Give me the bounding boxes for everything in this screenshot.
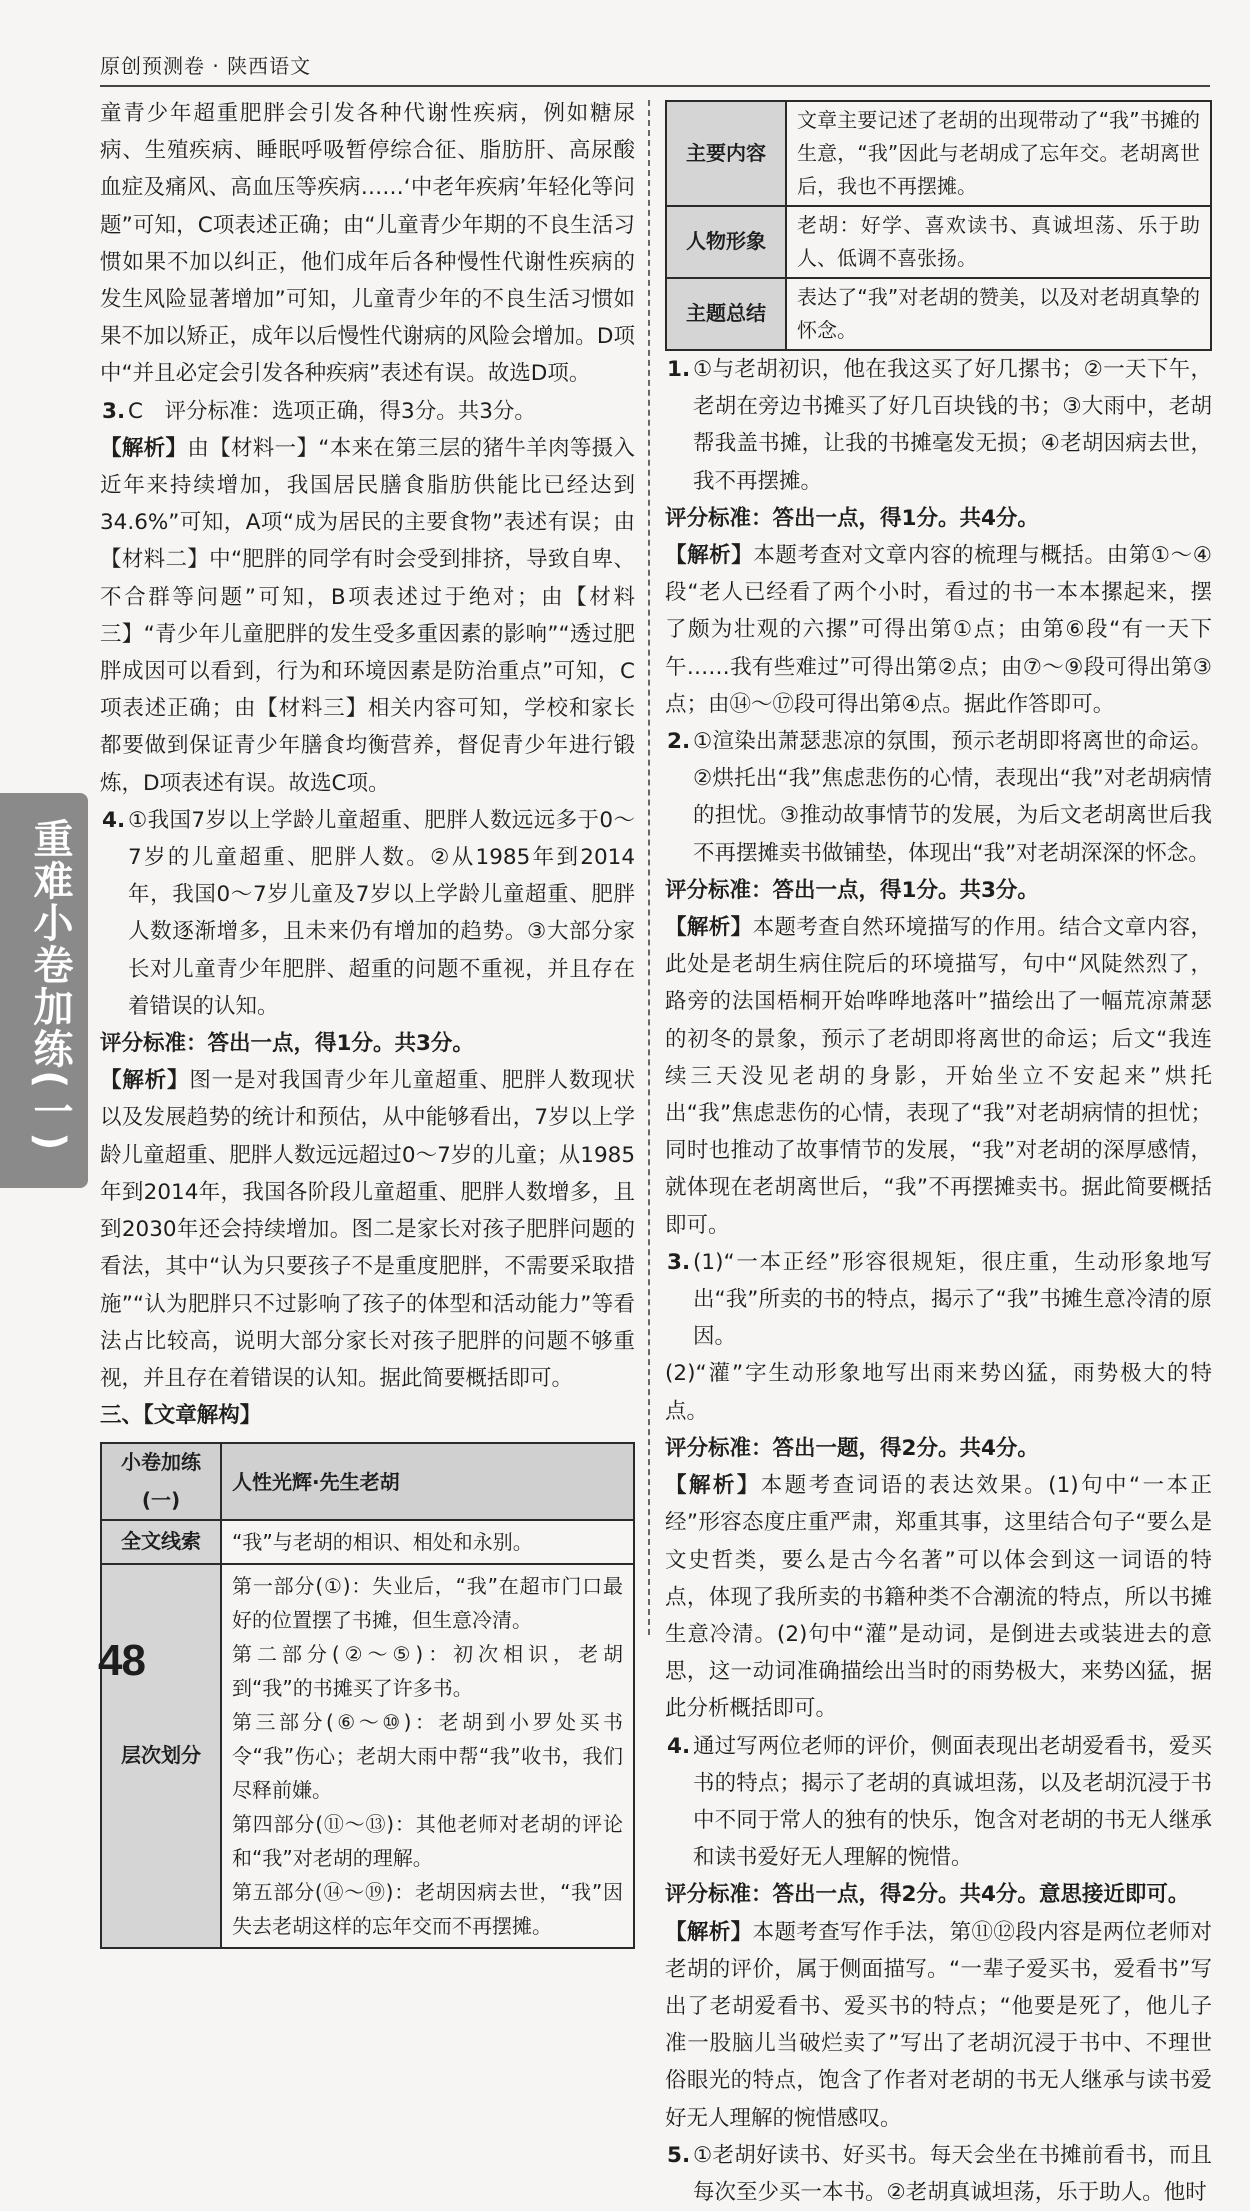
header-rule [100, 85, 1210, 87]
analysis-q1 [665, 537, 1212, 723]
header-title: 原创预测卷 · 陕西语文 [100, 54, 312, 78]
question-number: 3. [102, 398, 126, 424]
right-column [665, 100, 1212, 2211]
analysis-text: 本题考查对文章内容的梳理与概括。由第①～④段“老人已经看了两个小时，看过的书一本本摞起来，摆了颇为壮观的六摞”可得出第①点；由第⑥段“有一天下午……我有些难过”可得出第②点；由⑦～⑨段可得出第③点；由⑭～⑰段可得出第④点。据此作答即可。 [665, 543, 1212, 717]
answer-q3 [100, 393, 635, 430]
question-number: 1. [667, 357, 691, 382]
intro-paragraph: 童青少年超重肥胖会引发各种代谢性疾病，例如糖尿病、生殖疾病、睡眠呼吸暂停综合征、脂肪肝、高尿酸血症及痛风、高血压等疾病……‘中老年疾病’年轻化等问题”可知，C项表述正确；由“儿童青少年期的不良生活习惯如果不加以纠正，他们成年后各种慢性代谢性疾病的发生风险显著增加”可知，儿童青少年的不良生活习惯如果不加以矫正，成年以后慢性代谢病的风险会增加。D项中“并且必定会引发各种疾病”表述有误。故选D项。 [100, 101, 635, 387]
analysis-tag: 【解析】 [665, 915, 753, 941]
answer-text: ①渲染出萧瑟悲凉的氛围，预示老胡即将离世的命运。②烘托出“我”焦虑悲伤的心情，表现出“我”对老胡病情的担忧。③推动故事情节的发展，为后文老胡离世后我不再摆摊卖书做铺垫，体现出“我”对老胡深深的怀念。 [693, 729, 1212, 866]
side-tab [0, 793, 88, 1188]
table-head-value: 人性光辉·先生老胡 [221, 1443, 634, 1519]
analysis-q3-right [665, 1467, 1212, 1727]
analysis-text: 本题考查自然环境描写的作用。结合文章内容，此处是老胡生病住院后的环境描写，句中“风陡然烈了，路旁的法国梧桐开始哗哗地落叶”描绘出了一幅荒凉萧瑟的初冬的景象，预示了老胡即将离世的命运；后文“我连续三天没见老胡的身影，开始坐立不安起来”烘托出“我”焦虑悲伤的心情，表现了“我”对老胡病情的担忧；同时也推动了故事情节的发展，“我”对老胡的深厚感情，就体现在老胡离世后，“我”不再摆摊卖书。据此简要概括即可。 [665, 915, 1212, 1238]
score-q4: 评分标准：答出一点，得1分。共3分。 [100, 1031, 474, 1057]
score-q3: 评分标准：答出一题，得2分。共4分。 [665, 1435, 1039, 1461]
analysis-q4-right [665, 1914, 1212, 2137]
answer-q1 [665, 351, 1212, 500]
answer-text: ①与老胡初识，他在我这买了好几摞书；②一天下午，老胡在旁边书摊买了好几百块钱的书；③大雨中，老胡帮我盖书摊，让我的书摊毫发无损；④老胡因病去世，我不再摆摊。 [693, 357, 1212, 494]
table-row-key: 主题总结 [666, 278, 786, 350]
answer-q5 [665, 2137, 1212, 2211]
analysis-text: 本题考查写作手法，第⑪⑫段内容是两位老师对老胡的评价，属于侧面描写。“一辈子爱买书，爱看书”写出了老胡爱看书、爱买书的特点；“他要是死了，他儿子准一股脑儿当破烂卖了”写出了老胡沉浸于书中、不理世俗眼光的特点，饱含了作者对老胡的书无人继承与读书爱好无人理解的惋惜感叹。 [665, 1919, 1212, 2131]
analysis-tag: 【解析】 [665, 543, 754, 569]
page-number: 48 [98, 1636, 145, 1685]
table-row-key: 层次划分 [101, 1564, 221, 1948]
part-item: 第三部分(⑥～⑩)：老胡到小罗处买书令“我”伤心；老胡大雨中帮“我”收书，我们尽释前嫌。 [232, 1709, 623, 1802]
analysis-text: 本题考查词语的表达效果。(1)句中“一本正经”形容态度庄重严肃，郑重其事，这里结合句子“要么是文史哲类，要么是古今名著”可以体会到这一词语的特点，体现了我所卖的书籍种类不合潮流的特点，所以书摊生意冷清。(2)句中“灌”是动词，是倒进去或装进去的意思，这一动词准确描绘出当时的雨势极大，来势凶猛，据此分析概括即可。 [665, 1473, 1212, 1722]
answer-text: C 评分标准：选项正确，得3分。共3分。 [128, 398, 536, 424]
table-row-value: 文章主要记述了老胡的出现带动了“我”书摊的生意，“我”因此与老胡成了忘年交。老胡离世后，我也不再摆摊。 [786, 101, 1211, 206]
table-row-key: 全文线索 [101, 1520, 221, 1564]
analysis-tag: 【解析】 [665, 1473, 761, 1499]
answer-text: 通过写两位老师的评价，侧面表现出老胡爱看书，爱买书的特点；揭示了老胡的真诚坦荡，以及老胡沉浸于书中不同于常人的独有的快乐，饱含对老胡的书无人继承和读书爱好无人理解的惋惜。 [693, 1733, 1212, 1871]
analysis-tag: 【解析】 [665, 1919, 753, 1945]
answer-text: (1)“一本正经”形容很规矩，很庄重，生动形象地写出“我”所卖的书的特点，揭示了“我”书摊生意冷清的原因。 [693, 1249, 1212, 1350]
analysis-q2 [665, 909, 1212, 1244]
table-head-key: 小卷加练(一) [101, 1443, 221, 1519]
column-divider [648, 100, 650, 1635]
question-number: 3. [667, 1249, 691, 1275]
table-row-key: 主要内容 [666, 101, 786, 206]
structure-table [100, 1442, 635, 1948]
summary-table [665, 100, 1212, 351]
question-number: 2. [667, 729, 691, 755]
answer-q3-right [665, 1244, 1212, 1356]
part-item: 第四部分(⑪～⑬)：其他老师对老胡的评论和“我”对老胡的理解。 [232, 1811, 623, 1870]
table-row-key: 人物形象 [666, 206, 786, 278]
table-row-value: “我”与老胡的相识、相处和永别。 [221, 1520, 634, 1564]
table-row-value: 表达了“我”对老胡的赞美，以及对老胡真挚的怀念。 [786, 278, 1211, 350]
analysis-tag: 【解析】 [100, 435, 188, 461]
table-row-value: 老胡：好学、喜欢读书、真诚坦荡、乐于助人、低调不喜张扬。 [786, 206, 1211, 278]
table-row-value [221, 1564, 634, 1948]
side-tab-label: 重难小卷加练(一) [27, 818, 73, 1153]
analysis-tag: 【解析】 [100, 1068, 190, 1094]
score-q1: 评分标准：答出一点，得1分。共4分。 [665, 505, 1039, 531]
section-heading: 三、【文章解构】 [100, 1403, 262, 1429]
left-column [100, 95, 635, 1949]
part-item: 第二部分(②～⑤)：初次相识，老胡到“我”的书摊买了许多书。 [232, 1641, 623, 1700]
analysis-q3 [100, 430, 635, 802]
question-number: 4. [667, 1733, 691, 1759]
analysis-text: 由【材料一】“本来在第三层的猪牛羊肉等摄入近年来持续增加，我国居民膳食脂肪供能比已经达到34.6%”可知，A项“成为居民的主要食物”表述有误；由【材料二】中“肥胖的同学有时会受到排挤，导致自卑、不合群等问题”可知，B项表述过于绝对；由【材料三】“青少年儿童肥胖的发生受多重因素的影响”“透过肥胖成因可以看到，行为和环境因素是防治重点”可知，C项表述正确；由【材料三】相关内容可知，学校和家长都要做到保证青少年膳食均衡营养，督促青少年进行锻炼，D项表述有误。故选C项。 [100, 435, 635, 796]
answer-text: ①我国7岁以上学龄儿童超重、肥胖人数远远多于0～7岁的儿童超重、肥胖人数。②从1985年到2014年，我国0～7岁儿童及7岁以上学龄儿童超重、肥胖人数逐渐增多，且未来仍有增加的趋势。③大部分家长对儿童青少年肥胖、超重的问题不重视，并且存在着错误的认知。 [128, 807, 635, 1019]
analysis-q4 [100, 1062, 635, 1397]
question-number: 5. [667, 2142, 691, 2168]
answer-text: ①老胡好读书、好买书。每天会坐在书摊前看书，而且每次至少买一本书。②老胡真诚坦荡，乐于助人。他时 [693, 2142, 1212, 2205]
part-item: 第一部分(①)：失业后，“我”在超市门口最好的位置摆了书摊，但生意冷清。 [232, 1573, 623, 1632]
score-q2: 评分标准：答出一点，得1分。共3分。 [665, 877, 1039, 903]
answer-q2 [665, 723, 1212, 872]
page-header [100, 50, 1210, 79]
answer-q4 [100, 802, 635, 1025]
answer-q4-right [665, 1728, 1212, 1877]
answer-q3-part2: (2)“灌”字生动形象地写出雨来势凶猛，雨势极大的特点。 [665, 1361, 1212, 1424]
analysis-text: 图一是对我国青少年儿童超重、肥胖人数现状以及发展趋势的统计和预估，从中能够看出，7岁以上学龄儿童超重、肥胖人数远远超过0～7岁的儿童；从1985年到2014年，我国各阶段儿童超重、肥胖人数增多，且到2030年还会持续增加。图二是家长对孩子肥胖问题的看法，其中“认为只要孩子不是重度肥胖，不需要采取措施”“认为肥胖只不过影响了孩子的体型和活动能力”等看法占比较高，说明大部分家长对孩子肥胖的问题不够重视，并且存在着错误的认知。据此简要概括即可。 [100, 1068, 635, 1391]
score-q4-right: 评分标准：答出一点，得2分。共4分。意思接近即可。 [665, 1882, 1190, 1908]
question-number: 4. [102, 807, 126, 833]
part-item: 第五部分(⑭～⑲)：老胡因病去世，“我”因失去老胡这样的忘年交而不再摆摊。 [232, 1879, 623, 1938]
